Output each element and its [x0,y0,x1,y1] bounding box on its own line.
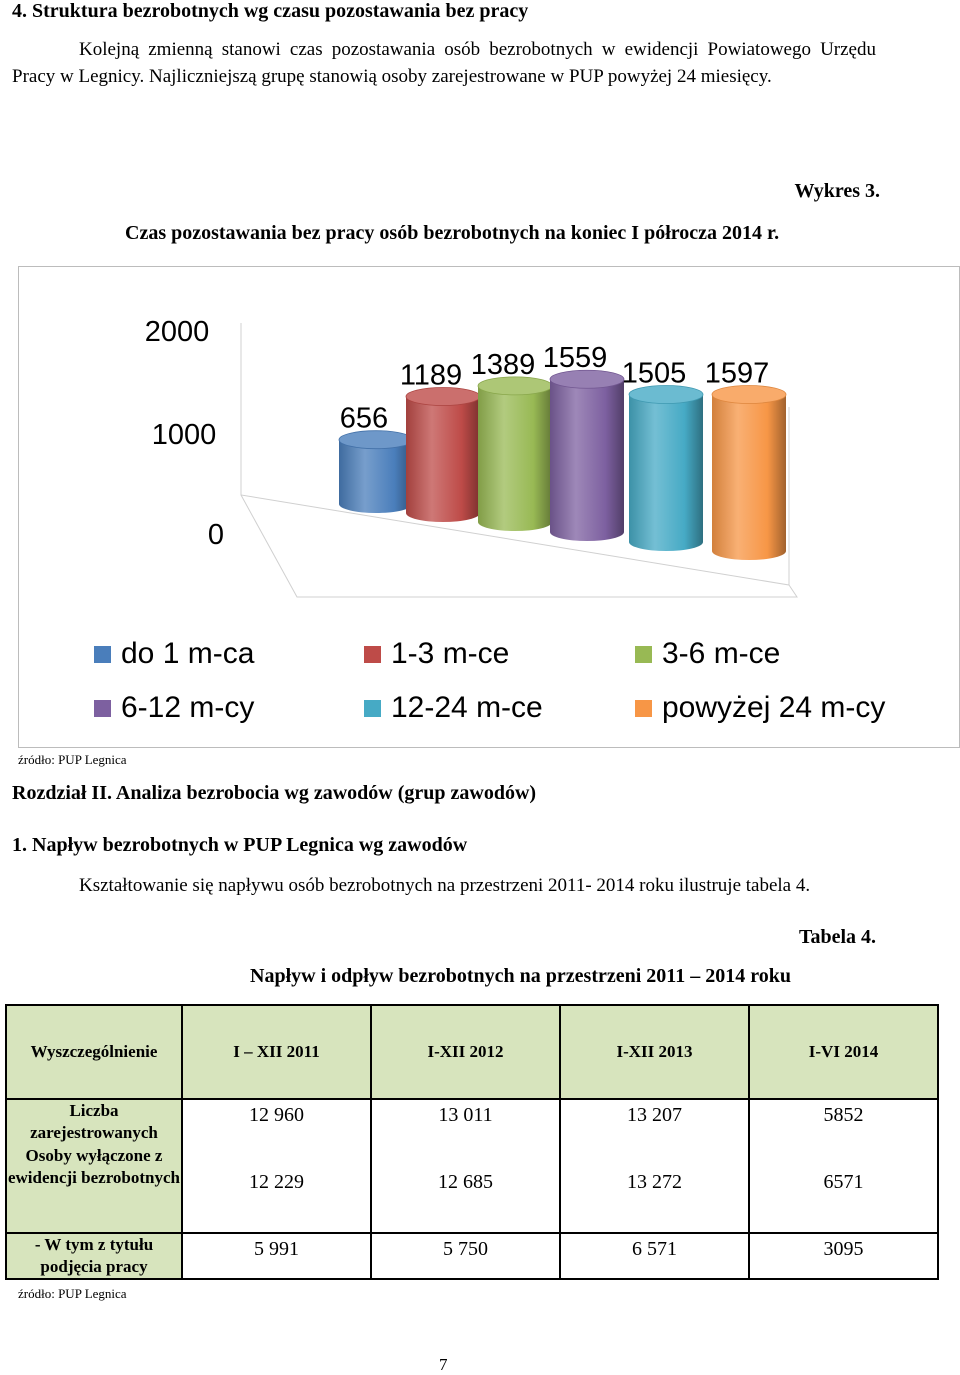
bar-body [550,379,624,541]
page-number: 7 [439,1355,448,1374]
legend-label: do 1 m-ca [121,637,255,670]
legend-swatch [635,646,652,663]
legend-label: 3-6 m-ce [662,637,781,670]
bar-value-label: 1505 [621,357,687,390]
bar-body [629,395,703,551]
bar-value-label: 1597 [704,357,770,390]
table-header-cell: I-XII 2012 [371,1005,560,1099]
table-cell: 5 750 [371,1233,560,1279]
table-source: źródło: PUP Legnica [18,1286,127,1301]
bar-body [712,394,786,560]
bar-1-3-m-ce [406,387,480,522]
bar-value-label: 656 [339,402,389,435]
table-title: Napływ i odpływ bezrobotnych na przestrzeni 2011 – 2014 roku [250,965,791,987]
bar-value-label: 1559 [542,342,608,375]
bar-12-24-m-ce [629,386,703,551]
table-cell: 13 207 [560,1099,749,1145]
table-cell: 13 011 [371,1099,560,1145]
legend-label: powyżej 24 m-cy [662,691,886,724]
table-row [6,1145,938,1233]
figure-title: Czas pozostawania bez pracy osób bezrobotnych na koniec I półrocza 2014 r. [125,222,780,244]
legend-label: 6-12 m-cy [121,691,255,724]
table-header-row [6,1005,938,1099]
table-row [6,1099,938,1145]
legend-item [94,691,254,725]
bar-chart [19,267,959,747]
row-label: - W tym z tytułu podjęcia pracy [6,1233,182,1279]
table-header-cell: Wyszczególnienie [6,1005,182,1099]
table-cell: 12 685 [371,1145,560,1233]
legend-swatch [635,700,652,717]
legend-label: 12-24 m-ce [391,691,543,724]
bar-6-12-m-cy [550,370,624,541]
table-cell: 3095 [749,1233,938,1279]
legend-swatch [364,700,381,717]
table-cell: 13 272 [560,1145,749,1233]
table-cell: 12 960 [182,1099,371,1145]
table-header-cell: I – XII 2011 [182,1005,371,1099]
table-cell: 5 991 [182,1233,371,1279]
legend-swatch [364,646,381,663]
table-header-cell: I-VI 2014 [749,1005,938,1099]
y-tick-label: 1000 [151,419,217,451]
figure-label: Wykres 3. [794,180,880,202]
legend-item [635,637,780,671]
section-heading: 4. Struktura bezrobotnych wg czasu pozostawania bez pracy [12,0,529,22]
legend-label: 1-3 m-ce [391,637,510,670]
row-label: Liczba zarejestrowanych [6,1099,182,1145]
bar-body [406,396,480,522]
figure-source: źródło: PUP Legnica [18,752,127,767]
bar-value-label: 1389 [470,348,536,381]
bar-body [478,386,552,531]
subsection-paragraph: Kształtowanie się napływu osób bezrobotnych na przestrzeni 2011- 2014 roku ilustruje tabela 4. [79,875,811,896]
bar-body [339,440,413,513]
chapter-title: Rozdział II. Analiza bezrobocia wg zawodów (grup zawodów) [12,782,537,804]
bar-3-6-m-ce [478,377,552,531]
legend-item [635,691,885,725]
y-tick-label: 0 [207,519,225,551]
table-label: Tabela 4. [798,926,876,948]
legend-item [94,637,254,671]
table-cell: 5852 [749,1099,938,1145]
section-paragraph: Kolejną zmienną stanowi czas pozostawania osób bezrobotnych w ewidencji Powiatowego Urzędu Pracy w Legnicy. Najliczniejszą grupę stanowią osoby zarejestrowane w PUP powyżej 24 miesięcy. [12,39,876,87]
table-header-cell: I-XII 2013 [560,1005,749,1099]
legend-item [364,691,543,725]
table-cell: 12 229 [182,1145,371,1233]
bar-do-1-m-ca [339,431,413,513]
table-cell: 6 571 [560,1233,749,1279]
legend-item [364,637,509,671]
data-table [5,1004,939,1280]
bar-powyżej-24-m-cy [712,385,786,560]
chart-container [18,266,960,748]
y-tick-label: 2000 [144,316,210,348]
row-label: Osoby wyłączone z ewidencji bezrobotnych [6,1145,182,1233]
legend-swatch [94,646,111,663]
table-row [6,1233,938,1279]
bar-value-label: 1189 [399,359,463,392]
subsection-heading: 1. Napływ bezrobotnych w PUP Legnica wg zawodów [12,834,468,856]
legend-swatch [94,700,111,717]
table-cell: 6571 [749,1145,938,1233]
